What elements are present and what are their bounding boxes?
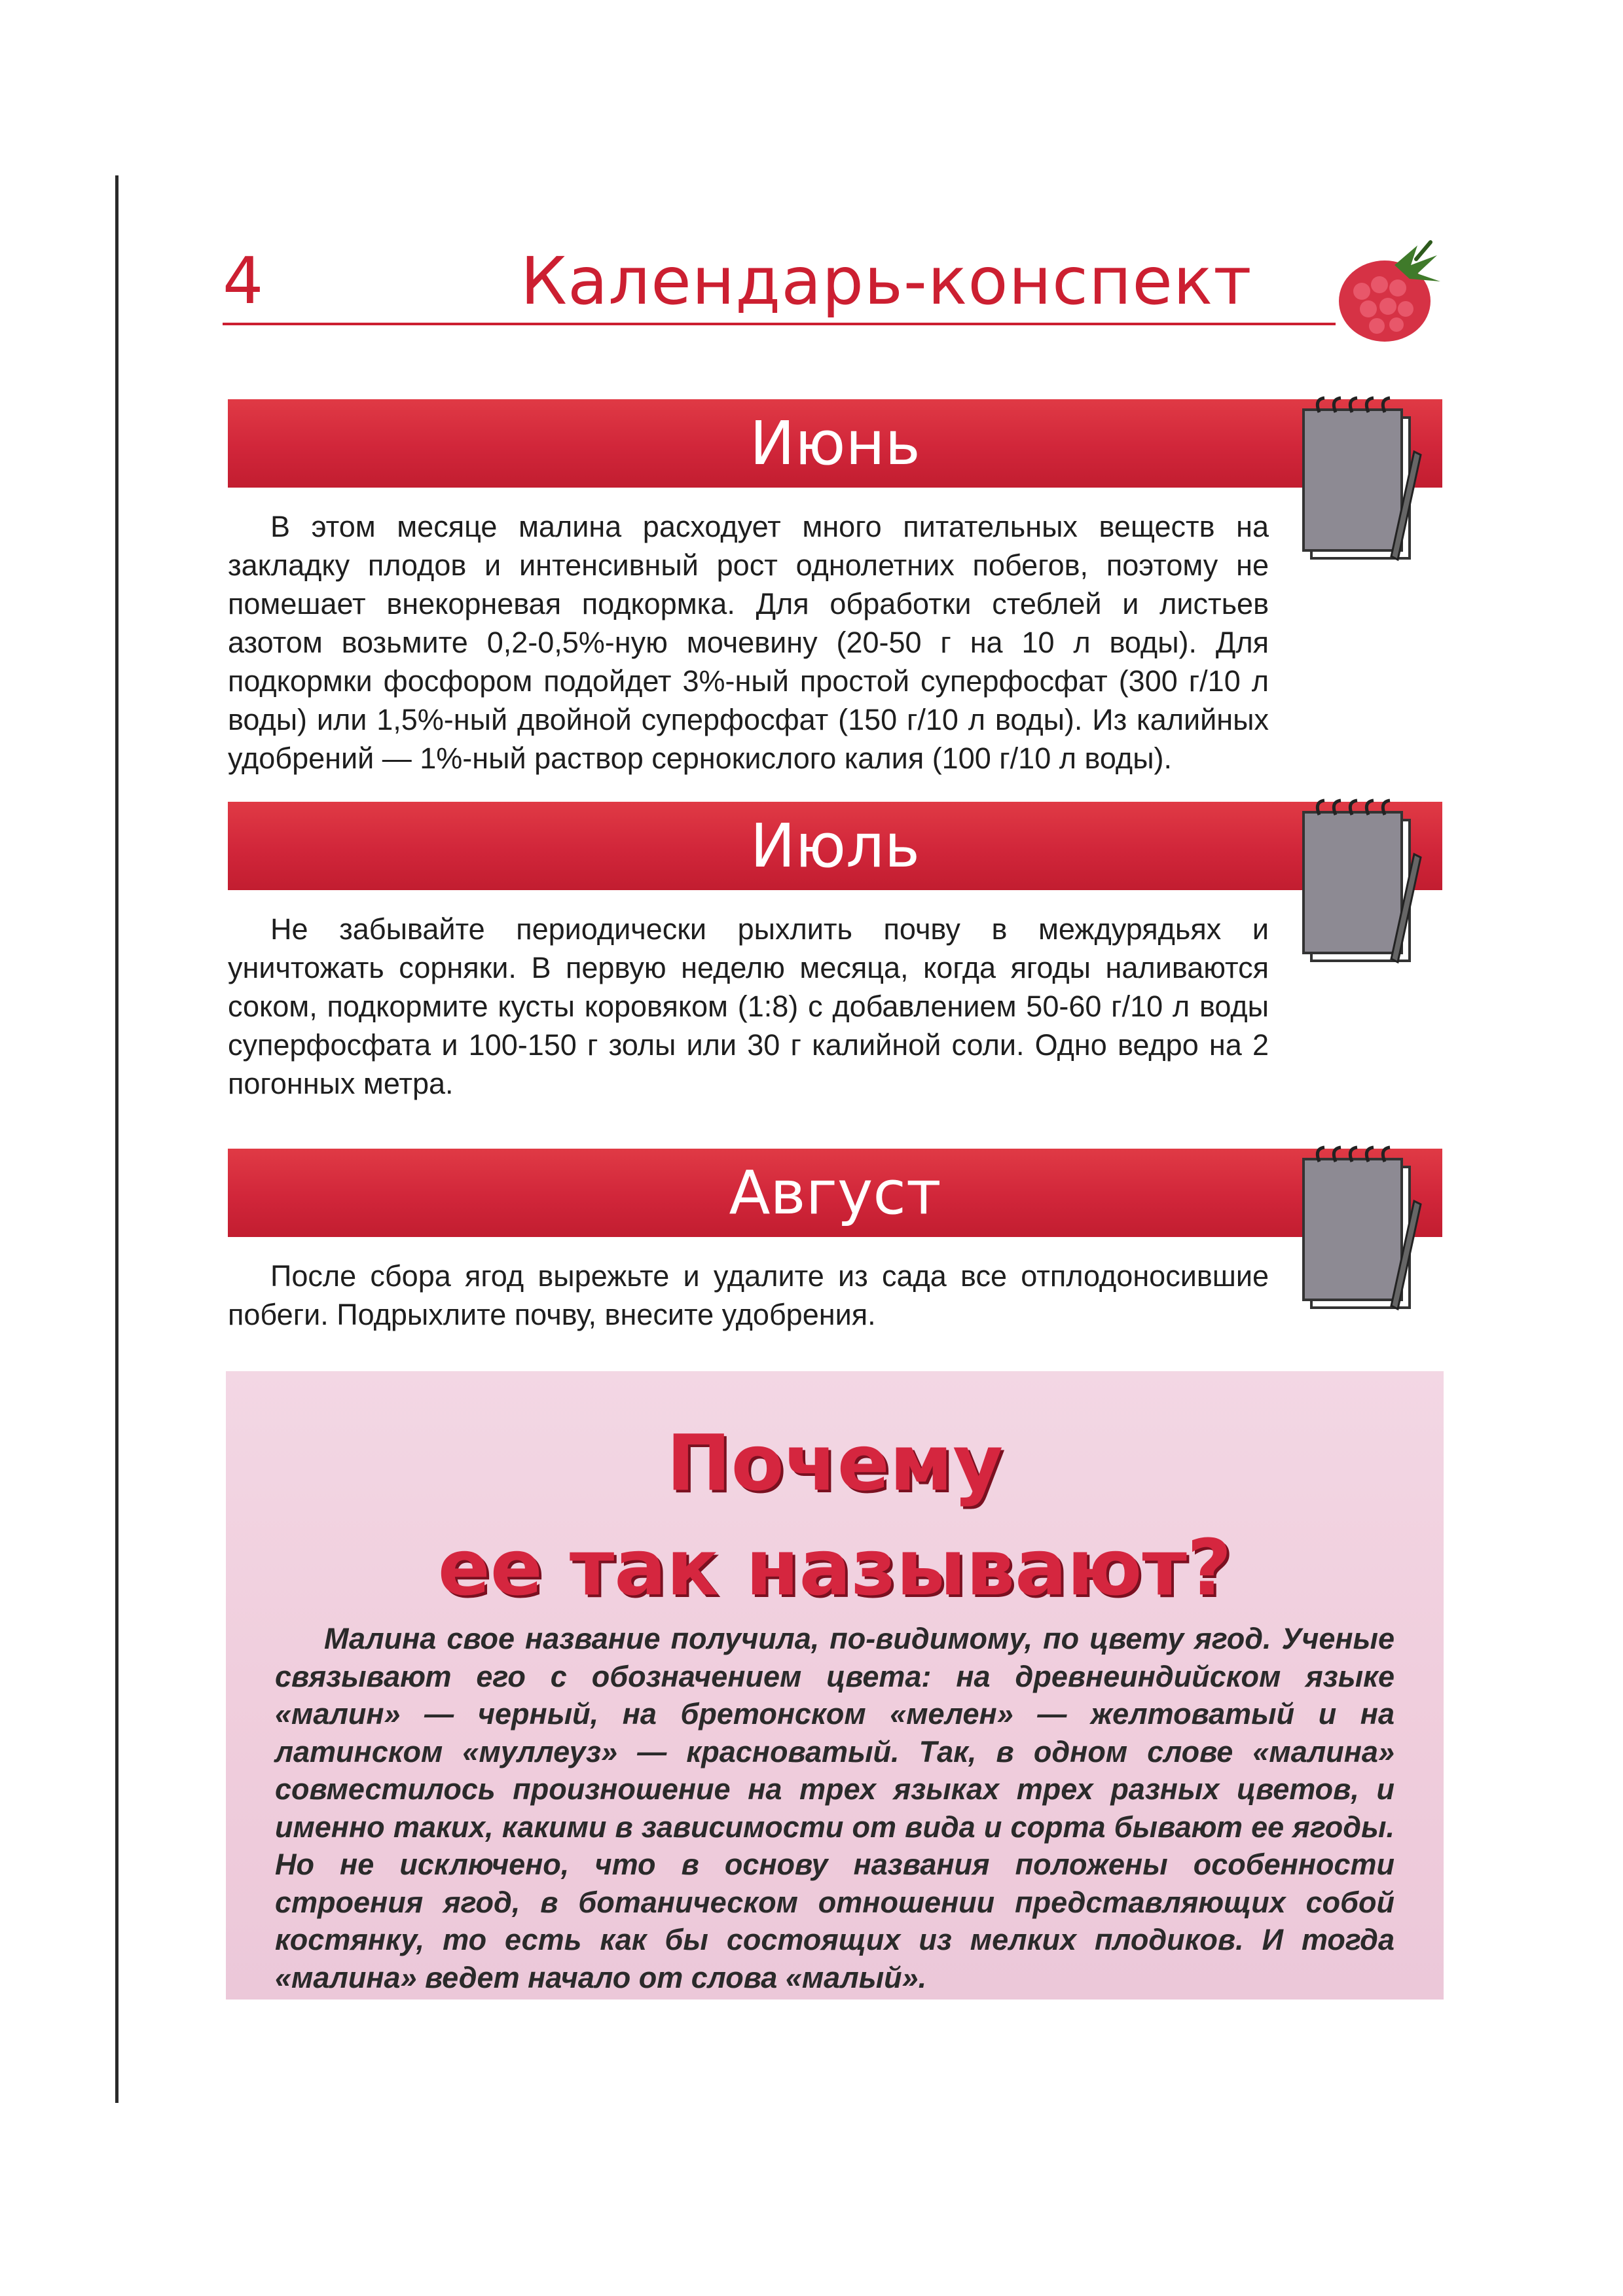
month-banner-june: [228, 399, 1442, 488]
page-header: [223, 245, 1355, 324]
why-named-heading: [226, 1410, 1444, 1620]
month-title-august: Август: [729, 1158, 941, 1228]
page-number: 4: [223, 244, 264, 319]
month-text-july: Не забывайте периодически рыхлить почву в междурядьях и уничтожать сорняки. В первую неделю месяца, когда ягоды наливаются соком, подкормите кусты коровяком (1:8) с добавлением 50-60 г/10 л воды суперфосфата и 100-150 г золы или 30 г калийной соли. Одно ведро на 2 погонных метра.: [228, 912, 1269, 1100]
month-title-june: Июнь: [750, 408, 921, 478]
raspberry-icon: [1332, 236, 1450, 347]
notepad-icon: [1300, 795, 1437, 978]
scan-edge-line: [115, 175, 119, 2103]
notepad-icon: [1300, 1142, 1437, 1325]
month-text-june: В этом месяце малина расходует много питательных веществ на закладку плодов и интенсивный рост однолетних побегов, поэтому не помешает внекорневая подкормка. Для обработки стеблей и листьев азотом возьмите 0,2-0,5%-ную мочевину (20-50 г на 10 л воды). Для подкормки фосфором подойдет 3%-ный простой суперфосфат (300 г/10 л воды) или 1,5%-ный двойной суперфосфат (150 г/10 л воды). Из калийных удобрений — 1%-ный раствор сернокислого калия (100 г/10 л воды).: [228, 510, 1269, 775]
page-title: Календарь-конспект: [520, 243, 1252, 319]
why-named-heading-line1: Почему: [666, 1418, 1004, 1508]
month-text-august: После сбора ягод вырежьте и удалите из сада все отплодоносившие побеги. Подрыхлите почву, внесите удобрения.: [228, 1259, 1269, 1331]
month-banner-august: [228, 1149, 1442, 1237]
notepad-icon: [1300, 393, 1437, 576]
month-banner-july: [228, 802, 1442, 890]
header-rule: [223, 323, 1336, 325]
why-named-heading-line2: ее так называют?: [437, 1522, 1232, 1613]
month-title-july: Июль: [750, 811, 921, 881]
why-named-text: Малина свое название получила, по-видимому, по цвету ягод. Ученые связывают его с обозначением цвета: на древнеиндийском языке «малин» — черный, на бретонском «мелен» — желтоватый и на латинском «муллеуз» — красноватый. Так, в одном слове «малина» совместилось произношение на трех языках трех разных цветов, и именно таких, какими в зависимости от вида и сорта бывают ее ягоды. Но не исключено, что в основу названия положены особенности строения ягод, в ботаническом отношении представляющих собой костянку, то есть как бы состоящих из мелких плодиков. И тогда «малина» ведет начало от слова «малый».: [275, 1622, 1395, 1994]
why-named-box: [226, 1371, 1444, 2000]
